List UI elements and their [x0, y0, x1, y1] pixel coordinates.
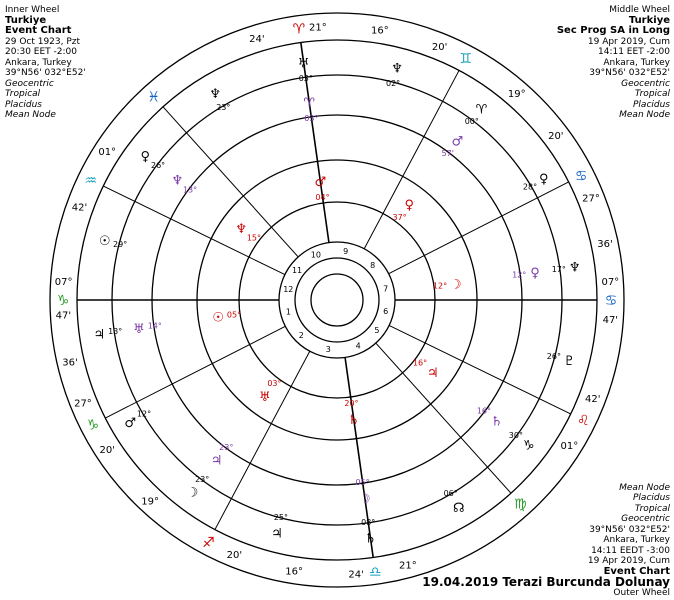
middle-planet-degree: 05° — [355, 478, 370, 488]
cusp-minute-label: 20' — [431, 41, 448, 53]
sign-pisces-icon: ♓ — [147, 89, 160, 106]
middle-planet-degree: 13° — [182, 185, 198, 195]
cusp-minute-label: 21° — [309, 22, 327, 34]
sign-cancer-icon: ♋ — [574, 168, 588, 185]
middle-wheel-date: 19 Apr 2019, Cum — [587, 36, 670, 47]
middle-planet-degree: 12° — [512, 270, 527, 280]
house-number-9: 9 — [343, 246, 349, 256]
cusp-degree-label: 27° — [74, 398, 92, 410]
sign-virgo-icon: ♍ — [514, 496, 527, 513]
cusp-degree-label: 42' — [585, 394, 601, 406]
outer-planet-degree: 08° — [361, 517, 376, 527]
middle-planet-icon: ♄ — [490, 414, 503, 430]
inner-wheel-time: 20:30 EET -2:00 — [5, 47, 77, 57]
outer-planet-degree: 29° — [113, 239, 128, 249]
middle-wheel-label: Middle Wheel — [609, 5, 670, 15]
cusp-degree-label: 07° — [54, 276, 73, 288]
outer-wheel-name: 19.04.2019 Terazi Burcunda Dolunay — [422, 575, 670, 589]
cusp-minute-label: 36' — [597, 239, 613, 251]
middle-planet-icon: ♈ — [303, 95, 315, 111]
inner-wheel-setting: Mean Node — [5, 110, 56, 120]
inner-planet-degree: 05° — [226, 310, 242, 320]
wheel-ring-7 — [279, 242, 395, 358]
outer-planet-degree: 25° — [273, 512, 289, 522]
middle-planet-icon: ☽ — [359, 492, 371, 508]
house-cusp-line — [163, 107, 298, 257]
inner-planet-degree: 15° — [246, 233, 262, 243]
middle-planet-degree: 03° — [304, 113, 319, 123]
outer-planet-icon: ♆ — [568, 260, 581, 276]
outer-planet-icon: ☽ — [186, 485, 199, 501]
outer-planet-icon: ♆ — [209, 87, 222, 103]
outer-planet-icon: ☊ — [453, 500, 465, 516]
house-number-6: 6 — [383, 307, 389, 317]
inner-wheel-setting: Geocentric — [5, 78, 54, 89]
sign-sagittarius-icon: ♐ — [202, 534, 215, 551]
cusp-degree-label: 21° — [399, 560, 417, 572]
inner-planet-degree: 03° — [267, 379, 282, 389]
middle-wheel-name: Turkiye — [628, 14, 670, 26]
inner-planet-degree: 37° — [392, 212, 407, 222]
middle-wheel-type: Sec Prog SA in Long — [556, 25, 670, 36]
inner-wheel-type: Event Chart — [5, 25, 72, 36]
cusp-degree-label: 19° — [141, 496, 159, 508]
house-number-5: 5 — [374, 326, 380, 336]
sign-capricorn-icon: ♑ — [86, 417, 100, 434]
outer-planet-icon: ♀ — [140, 149, 151, 165]
inner-planet-icon: ♄ — [347, 412, 360, 428]
house-number-1: 1 — [285, 307, 291, 317]
house-number-11: 11 — [291, 265, 303, 275]
inner-planet-degree: 16° — [412, 358, 428, 368]
cusp-minute-label: 24' — [348, 569, 364, 581]
house-cusp-line — [389, 325, 571, 414]
middle-wheel-setting: Geocentric — [621, 78, 670, 89]
outer-planet-degree: 06° — [443, 489, 458, 499]
inner-planet-degree: 12° — [432, 281, 448, 291]
outer-planet-degree: 02° — [385, 79, 401, 89]
house-cusp-line — [364, 70, 459, 248]
house-number-10: 10 — [310, 250, 321, 260]
outer-planet-icon: ♄ — [364, 531, 377, 547]
cusp-degree-label: 42' — [71, 202, 88, 214]
outer-planet-degree: 26° — [151, 161, 166, 171]
outer-planet-degree: 23° — [216, 102, 231, 112]
house-cusp-line — [298, 43, 329, 243]
outer-wheel-setting: Tropical — [634, 503, 670, 514]
house-number-4: 4 — [355, 341, 361, 351]
cusp-minute-label: 47' — [55, 310, 72, 322]
sign-libra-icon: ♎ — [368, 564, 382, 581]
house-number-2: 2 — [298, 331, 304, 341]
inner-planet-icon: ♀ — [404, 198, 414, 214]
house-number-8: 8 — [370, 260, 376, 270]
wheel-ring-8 — [295, 258, 379, 342]
inner-wheel-name: Turkiye — [5, 14, 47, 26]
outer-wheel-type: Event Chart — [603, 565, 670, 577]
cusp-degree-label: 16° — [370, 25, 389, 37]
outer-wheel-setting: Placidus — [633, 493, 670, 503]
middle-planet-icon: ♅ — [133, 321, 145, 337]
cusp-degree-label: 16° — [285, 566, 304, 578]
sign-aries-icon: ♈ — [292, 21, 306, 38]
middle-planet-degree: 16° — [476, 406, 492, 416]
inner-wheel-setting: Placidus — [5, 99, 42, 110]
house-number-7: 7 — [383, 284, 389, 294]
inner-planet-icon: ♂ — [314, 175, 327, 191]
outer-wheel-setting: Geocentric — [621, 514, 670, 524]
middle-wheel-setting: Mean Node — [619, 110, 670, 120]
outer-planet-icon: ♆ — [391, 61, 403, 77]
cusp-minute-label: 20' — [99, 445, 115, 457]
outer-planet-icon: ☉ — [98, 233, 111, 249]
cusp-degree-label: 19° — [507, 89, 526, 101]
inner-wheel-date: 29 Oct 1923, Pzt — [5, 36, 81, 47]
outer-planet-icon: ♑ — [522, 438, 535, 454]
sign-leo-icon: ♌ — [576, 413, 590, 430]
outer-wheel-time: 14:11 EEDT -3:00 — [591, 545, 670, 556]
outer-planet-degree: 00° — [464, 117, 479, 127]
inner-wheel-setting: Tropical — [5, 89, 41, 99]
house-number-12: 12 — [283, 284, 294, 294]
inner-planet-icon: ☉ — [212, 310, 224, 326]
house-number-3: 3 — [325, 345, 331, 355]
outer-wheel-date: 19 Apr 2019, Cum — [587, 556, 670, 566]
cusp-minute-label: 20' — [226, 550, 243, 562]
outer-wheel-label: Outer Wheel — [613, 587, 670, 598]
cusp-degree-label: 07° — [601, 276, 620, 288]
outer-planet-icon: ♀ — [539, 172, 549, 188]
outer-planet-icon: ♇ — [563, 354, 576, 370]
middle-wheel-coords: 39°N56' 032°E52' — [589, 68, 670, 78]
outer-wheel-coords: 39°N56' 032°E52' — [589, 524, 670, 535]
outer-planet-degree: 17° — [551, 264, 566, 274]
middle-wheel-setting: Tropical — [634, 89, 670, 99]
middle-wheel-time: 14:11 EET -2:00 — [598, 47, 670, 57]
sign-capricorn-icon: ♑ — [56, 293, 70, 309]
cusp-minute-label: 20' — [548, 131, 564, 143]
sign-cancer-icon: ♋ — [604, 293, 618, 309]
cusp-degree-label: 27° — [582, 193, 600, 205]
outer-planet-icon: ♅ — [297, 56, 310, 72]
house-cusp-line — [215, 351, 310, 529]
outer-planet-icon: ♂ — [124, 415, 137, 431]
middle-planet-degree: 23° — [219, 442, 234, 452]
cusp-minute-label: 01° — [560, 441, 579, 453]
inner-planet-icon: ♅ — [258, 389, 271, 405]
outer-wheel-setting: Mean Node — [619, 482, 670, 493]
outer-planet-degree: 26° — [546, 352, 561, 362]
inner-wheel-place: Ankara, Turkey — [5, 57, 72, 68]
outer-planet-icon: ♃ — [93, 327, 106, 343]
inner-planet-icon: ☽ — [450, 277, 462, 293]
cusp-degree-label: 24' — [249, 33, 265, 45]
outer-planet-degree: 13° — [108, 327, 123, 337]
cusp-minute-label: 36' — [62, 357, 78, 369]
outer-planet-icon: ♈ — [475, 102, 488, 118]
inner-wheel-label: Inner Wheel — [5, 5, 60, 15]
outer-planet-degree: 30° — [508, 430, 523, 440]
outer-planet-degree: 12° — [136, 409, 152, 419]
inner-planet-degree: 04° — [315, 193, 330, 203]
outer-planet-degree: 23° — [195, 474, 210, 484]
inner-planet-degree: 20° — [344, 398, 359, 408]
outer-wheel-place: Ankara, Turkey — [603, 535, 670, 545]
middle-wheel-setting: Placidus — [633, 99, 670, 110]
inner-wheel-coords: 39°N56' 032°E52' — [5, 68, 86, 78]
outer-planet-icon: ♃ — [271, 526, 283, 542]
outer-planet-degree: 03° — [298, 74, 313, 84]
outer-planet-degree: 28° — [522, 182, 538, 192]
middle-wheel-place: Ankara, Turkey — [603, 57, 670, 68]
middle-planet-degree: 57' — [441, 149, 454, 159]
sign-aquarius-icon: ♒ — [84, 172, 98, 189]
middle-planet-icon: ♂ — [451, 134, 464, 150]
middle-planet-degree: 14° — [147, 321, 162, 331]
inner-planet-icon: ♃ — [427, 366, 439, 382]
cusp-minute-label: 47' — [602, 315, 619, 327]
middle-planet-icon: ♀ — [530, 266, 540, 282]
middle-planet-icon: ♆ — [171, 173, 184, 189]
wheel-ring-9 — [311, 274, 363, 326]
house-cusp-line — [345, 357, 376, 557]
sign-gemini-icon: ♊ — [459, 51, 472, 68]
inner-planet-icon: ♆ — [235, 221, 247, 237]
house-cusp-line — [103, 186, 285, 275]
house-cusp-line — [389, 182, 569, 274]
middle-planet-icon: ♃ — [210, 453, 223, 469]
cusp-minute-label: 01° — [98, 146, 117, 158]
